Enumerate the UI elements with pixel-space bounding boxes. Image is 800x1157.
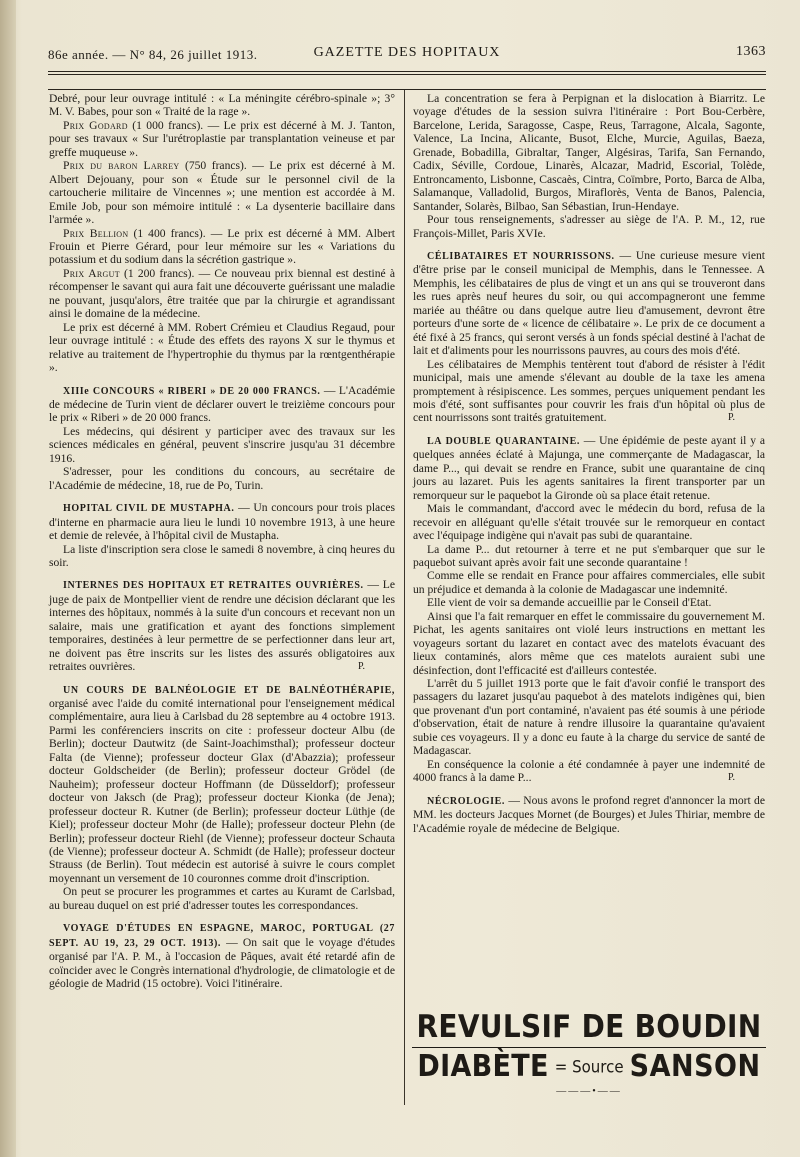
paragraph-text: Pour tous renseignements, s'adresser au siège de l'A. P. M., 12, rue François-Millet, Paris XVIe.: [413, 213, 765, 240]
column-divider: [404, 90, 405, 1105]
paragraph-text: Mais le commandant, d'accord avec le médecin du bord, refusa de la recevoir en alléguant qu'elle s'était trouvée sur le remorqueur en contact avec l'équipage indigène qui n'avait pas subi de quarantaine.: [413, 502, 765, 543]
paragraph-text: — Le juge de paix de Montpellier vient de rendre une décision déclarant que les internes des hôpitaux, nommés à la suite d'un concours et recevant non un salaire, mais une gratification et ayant des fonctions simplement temporaires, destinées à leur permettre de se perfectionner dans leur art, ne doivent pas être inscrits sur les listes des assurés obligatoires aux retraites ouvrières.: [49, 578, 395, 674]
paragraph-text: Debré, pour leur ouvrage intitulé : « La méningite cérébro-spinale »; 3° M. V. Babes, pour son « Traité de la rage ».: [49, 92, 395, 119]
article-paragraph: [49, 543, 395, 570]
paragraph-text: Comme elle se rendait en France pour affaires commerciales, elle subit un préjudice et demanda à la colonie de Madagascar une indemnité.: [413, 569, 765, 596]
paragraph-text: Le prix est décerné à MM. Robert Crémieu et Claudius Regaud, pour leur ouvrage intitulé : « Étude des effets des rayons X sur le thymus et relative au traitement de l'hypertrophie du thymus par la rœntgenthérapie ».: [49, 320, 395, 375]
header-rule-bottom: [48, 74, 766, 75]
signature: P.: [358, 661, 365, 673]
section-heading: XIIIe CONCOURS « RIBERI » DE 20 000 FRANCS.: [63, 385, 321, 397]
right-column: [413, 92, 765, 835]
signature: P.: [728, 412, 735, 424]
article-paragraph: [49, 885, 395, 912]
journal-title: GAZETTE DES HOPITAUX: [313, 45, 501, 60]
article-paragraph: [49, 425, 395, 465]
ad-source: = Source: [554, 1056, 624, 1078]
advertisement: [412, 1007, 766, 1100]
article-paragraph: [413, 543, 765, 570]
paragraph-text: Les médecins, qui désirent y participer avec des travaux sur les sciences médicales en général, peuvent s'inscrire jusqu'au 31 décembre 1916.: [49, 424, 395, 465]
article-paragraph: [49, 921, 395, 990]
paragraph-text: (1 400 francs). — Le prix est décerné à MM. Albert Frouin et Pierre Gérard, pour leur mémoire sur les « Variations du potassium et du sodium dans la sécrétion gastrique ».: [49, 226, 395, 267]
ad-line-revulsif: REVULSIF DE BOUDIN: [416, 1007, 762, 1045]
article-paragraph: [49, 501, 395, 542]
paragraph-text: — On sait que le voyage d'études organisé par l'A. P. M., à l'occasion de Pâques, avait été retardé afin de coïncider avec le Congrès international d'hydrologie, de climatologie et de géologie de Madrid (15 octobre). Voici l'itinéraire.: [49, 935, 395, 991]
page-header: [48, 44, 766, 64]
page-binding-shadow: [0, 0, 16, 1157]
article-paragraph: [413, 358, 765, 425]
prize-name: Prix Bellion: [63, 226, 129, 240]
article-paragraph: [413, 596, 765, 609]
paragraph-text: Elle vient de voir sa demande accueillie par le Conseil d'Etat.: [427, 596, 712, 610]
paragraph-text: La liste d'inscription sera close le samedi 8 novembre, à cinq heures du soir.: [49, 542, 395, 569]
article-paragraph: [413, 92, 765, 213]
article-paragraph: [413, 758, 765, 785]
paragraph-text: — L'Académie de médecine de Turin vient de déclarer ouvert le treizième concours pour le prix « Riberi » de 20 000 francs.: [49, 383, 395, 425]
article-paragraph: [413, 569, 765, 596]
header-rule-top: [48, 71, 766, 72]
article-paragraph: [49, 227, 395, 267]
ad-diabete: DIABÈTE: [417, 1049, 549, 1084]
article-paragraph: [413, 677, 765, 758]
paragraph-text: (1 000 francs). — Le prix est décerné à M. J. Tanton, pour ses travaux « Sur l'urétroplastie par transplantation veineuse et par greffe muqueuse ».: [49, 118, 395, 159]
paragraph-text: (750 francs). — Le prix est décerné à M. Albert Dejouany, pour son « Étude sur le personnel civil de la cartoucherie militaire de Vincennes »; une mention est accordée à M. Emile Job, pour son mémoire intitulé : « La dysenterie bacillaire dans l'armée ».: [49, 159, 395, 227]
prize-name: Prix Argut: [63, 266, 120, 280]
article-paragraph: [413, 434, 765, 502]
article-paragraph: [413, 794, 765, 835]
section-heading: INTERNES DES HOPITAUX ET RETRAITES OUVRIÈRES.: [63, 580, 364, 592]
paragraph-text: Les célibataires de Memphis tentèrent tout d'abord de résister à l'édit municipal, mais une amende s'élevant au double de la taxe les amena promptement à résipiscence. Les sommes, perçues uniquement pendant les mois d'été, sont suffisantes pour couvrir les frais d'un hôpital où plus de cent nourrissons sont traités gratuitement.: [413, 357, 765, 425]
ad-sanson: SANSON: [629, 1049, 761, 1084]
article-paragraph: [49, 384, 395, 425]
paragraph-text: S'adresser, pour les conditions du concours, au secrétaire de l'Académie de médecine, 18, rue de Po, Turin.: [49, 465, 395, 492]
article-paragraph: [49, 119, 395, 159]
paragraph-text: (1 200 francs). — Ce nouveau prix biennal est destiné à récompenser le savant qui aura fait une découverte guérissant une maladie ne pouvant, jusqu'alors, être traitée que par la chirurgie et agrandissant ainsi le domaine de la médecine.: [49, 266, 395, 321]
page-number: 1363: [736, 44, 766, 59]
paragraph-text: — Nous avons le profond regret d'annoncer la mort de MM. les docteurs Jacques Mornet (de Bourges) et Jules Thiriar, membre de l'Académie royale de médecine de Belgique.: [413, 793, 765, 835]
article-paragraph: [49, 159, 395, 226]
section-heading: UN COURS DE BALNÉOLOGIE ET DE BALNÉOTHÉRAPIE,: [63, 684, 395, 696]
left-column: [49, 92, 395, 991]
section-heading: VOYAGE D'ÉTUDES EN ESPAGNE, MAROC, PORTUGAL (27 SEPT. AU 19, 23, 29 OCT. 1913).: [49, 923, 395, 949]
prize-name: Prix du baron Larrey: [63, 159, 180, 173]
issue-info: 86e année. — N° 84, 26 juillet 1913.: [48, 47, 258, 62]
ad-divider: [412, 1047, 766, 1048]
paragraph-text: — Un concours pour trois places d'interne en pharmacie aura lieu le lundi 10 novembre 1913, à une heure et demie de relevée, à l'hôpital civil de Mustapha.: [49, 501, 395, 543]
paragraph-text: La dame P... dut retourner à terre et ne put s'embarquer que sur le paquebot suivant après avoir fait une seconde quarantaine !: [413, 542, 765, 569]
paragraph-text: La concentration se fera à Perpignan et la dislocation à Biarritz. Le voyage d'études de la session suivra l'itinéraire : Port Bou-Cerbère, Barcelone, Lerida, Saragosse, Caspe, Reus, Tarragone, Alcala, Sagonte, Valence, La Incina, Alicante, Busot, Elche, Murcie, Aguilas, Baeza, Grenade, Bobadilla, Gibraltar, Tanger, Algésiras, Tarifa, San Fernando, Cadix, Séville, Cordoue, Linarès, Alcazar, Madrid, Escorial, Tolède, Entroncamento, Lisbonne, Cascaès, Cintra, Coïmbre, Porto, Barca de Alba, Salamanque, Valladolid, Burgos, Miraflorès, Venta de Banos, Palencia, Santander, Solarès, Bilbao, San Sébastian, Irun-Hendaye.: [413, 92, 765, 213]
article-paragraph: [49, 578, 395, 673]
article-paragraph: [49, 92, 395, 119]
section-heading: NÉCROLOGIE.: [427, 795, 506, 807]
section-heading: HOPITAL CIVIL DE MUSTAPHA.: [63, 503, 235, 515]
paragraph-text: organisé avec l'aide du comité international pour l'enseignement médical complémentaire, aura lieu à Carlsbad du 28 septembre au 4 octobre 1913. Parmi les conférenciers inscrits on cite : professeur docteur Albu (de Berlin); docteur Dautwitz (de Saint-Joachimsthal); professeur docteur Falta (de Vienne); professeur docteur Glax (d'Abazzia); professeur docteur Goldscheider (de Berlin); professeur docteur Grödel (de Nauheim); professeur docteur Hoffmann (de Düsseldorf); professeur docteur von Jaksch (de Prag); professeur docteur Kionka (de Jena); professeur docteur R. Kutner (de Berlin); professeur docteur Lüthje (de Kiel); professeur docteur Mohr (de Halle); professeur docteur Plehn (de Berlin); professeur docteur Riehl (de Vienne); professeur docteur Schauta (de Vienne); professeur docteur A. Schmidt (de Halle); professeur docteur Strauss (de Berlin). Tout médecin est autorisé à suivre le cours complet moyennant un versement de 10 couronnes comme droit d'inscription.: [49, 697, 395, 885]
article-paragraph: [49, 683, 395, 886]
paragraph-text: En conséquence la colonie a été condamnée à payer une indemnité de 4000 francs à la dame P...: [413, 757, 765, 785]
article-paragraph: [413, 213, 765, 240]
article-paragraph: [413, 249, 765, 358]
section-heading: LA DOUBLE QUARANTAINE.: [427, 435, 580, 447]
paragraph-text: Ainsi que l'a fait remarquer en effet le commissaire du gouvernement M. Pichat, les agents sanitaires ont violé leurs instructions en mettant les voyageurs sortant du lazaret en contact avec des matelots évacuant des lieux contaminés, alors même que ces matelots auraient subi une désinfection, dont l'efficacité est d'ailleurs contestée.: [413, 609, 765, 677]
signature: P.: [728, 772, 735, 784]
ad-line-diabete: [412, 1050, 766, 1084]
paragraph-text: — Une curieuse mesure vient d'être prise par le conseil municipal de Memphis, dans le Tennessee. A Memphis, les célibataires de plus de vingt et un ans qui se trouveront dans les rues après neuf heures du soir, ou qui accompagneront une femme mariée au théâtre ou dans quelque autre lieu d'amusement, devront être porteurs d'une sorte de « licence de célibataire ». Le prix de ce document a été fixé à 25 francs, qui seront versés à un fonds spécial destiné à l'achat de lait et d'aliments pour les nourrissons pauvres, au cours des mois d'été.: [413, 248, 766, 358]
article-paragraph: [49, 465, 395, 492]
article-paragraph: [413, 502, 765, 542]
article-paragraph: [49, 321, 395, 375]
article-paragraph: [49, 267, 395, 321]
prize-name: Prix Godard: [63, 118, 128, 132]
paragraph-text: L'arrêt du 5 juillet 1913 porte que le fait d'avoir confié le transport des passagers du lazaret jusqu'au paquebot à des matelots indigènes qui, bien que provenant d'un port contaminé, n'avaient pas été soumis à une période d'observation, était de nature à rendre illusoire la quarantaine qu'avaient subie ces voyageurs. Il y a donc eu faute à la charge du service de santé de Madagascar.: [413, 677, 765, 758]
paragraph-text: On peut se procurer les programmes et cartes au Kuramt de Carlsbad, au bureau duquel on est prié d'adresser toutes les correspondances.: [49, 885, 395, 912]
ad-ornament: ———•——: [556, 1086, 622, 1097]
paragraph-text: — Une épidémie de peste ayant il y a quelques années éclaté à Majunga, une commerçante de Madagascar, la dame P..., qui devait se rendre en France, subit une quarantaine de cinq jours au lazaret. Puis les agents sanitaires la firent transporter par un remorqueur sur le paquebot la Gironde où sa place était retenue.: [413, 433, 765, 502]
section-heading: CÉLIBATAIRES ET NOURRISSONS.: [427, 250, 615, 262]
article-paragraph: [413, 610, 765, 677]
header-rule-dotted: [48, 89, 766, 90]
